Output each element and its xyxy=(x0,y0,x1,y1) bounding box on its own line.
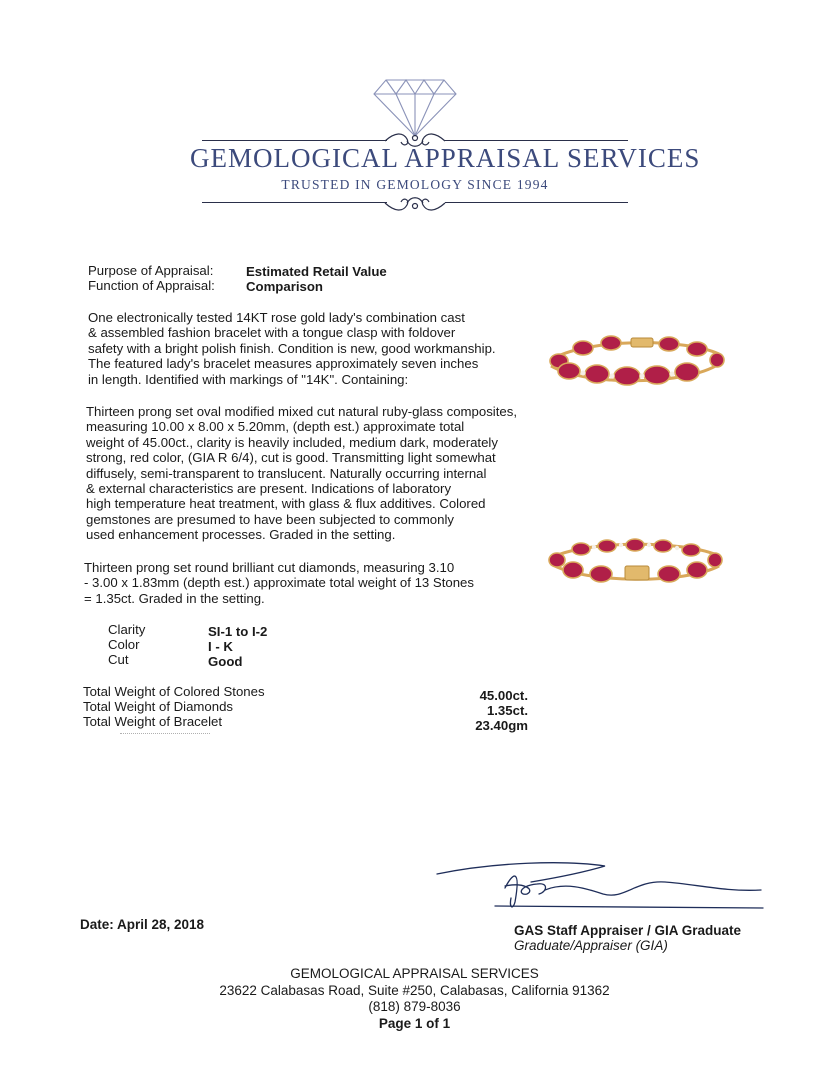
header-rule-right-bottom xyxy=(445,202,628,203)
purpose-value: Estimated Retail Value xyxy=(246,264,387,279)
total-colored-stones-value: 45.00ct. xyxy=(479,688,528,703)
header-rule-right-top xyxy=(445,140,628,141)
function-label: Function of Appraisal: xyxy=(88,278,215,293)
total-colored-stones-label: Total Weight of Colored Stones xyxy=(83,684,265,699)
color-value: I - K xyxy=(208,639,233,654)
page-number: Page 1 of 1 xyxy=(378,1016,451,1031)
bracelet-photo-bottom xyxy=(545,536,725,586)
purpose-label: Purpose of Appraisal: xyxy=(88,263,214,278)
appraiser-subtitle: Graduate/Appraiser (GIA) xyxy=(514,938,668,953)
total-bracelet-label: Total Weight of Bracelet xyxy=(83,714,223,729)
gemstone-line: strong, red color, (GIA R 6/4), cut is good. Transmitting light somewhat xyxy=(86,450,496,466)
description-line: & assembled fashion bracelet with a tongue clasp with foldover xyxy=(88,325,456,341)
footer-address: 23622 Calabasas Road, Suite #250, Calabasas, California 91362 xyxy=(219,983,610,998)
total-bracelet-value: 23.40gm xyxy=(475,718,528,733)
item-description xyxy=(88,310,496,387)
appraiser-signature xyxy=(435,852,765,918)
company-tagline: TRUSTED IN GEMOLOGY SINCE 1994 xyxy=(281,177,549,192)
gemstone-line: diffusely, semi-transparent to translucent. Naturally occurring internal xyxy=(86,465,487,481)
gemstone-line: measuring 10.00 x 8.00 x 5.20mm, (depth est.) approximate total xyxy=(86,419,465,435)
description-line: One electronically tested 14KT rose gold lady's combination cast xyxy=(88,310,465,325)
gemstone-description xyxy=(86,404,517,543)
description-line: in length. Identified with markings of "14K". Containing: xyxy=(88,371,409,387)
header-rule-left-bottom xyxy=(202,202,387,203)
description-line: safety with a bright polish finish. Condition is new, good workmanship. xyxy=(88,340,496,356)
gemstone-line: used enhancement processes. Graded in the setting. xyxy=(86,527,396,543)
header-rule-left-top xyxy=(202,140,387,141)
diamond-line: - 3.00 x 1.83mm (depth est.) approximate total weight of 13 Stones xyxy=(84,575,474,591)
diamond-description xyxy=(84,560,474,606)
function-value: Comparison xyxy=(246,279,323,294)
gemstone-line: high temperature heat treatment, with glass & flux additives. Colored xyxy=(86,496,486,512)
company-name: GEMOLOGICAL APPRAISAL SERVICES xyxy=(190,143,701,173)
gemstone-line: Thirteen prong set oval modified mixed cut natural ruby-glass composites, xyxy=(86,404,517,419)
gemstone-line: & external characteristics are present. Indications of laboratory xyxy=(86,481,452,497)
bracelet-photo-top xyxy=(545,330,725,386)
diamond-line: = 1.35ct. Graded in the setting. xyxy=(84,590,265,606)
footer-company-name: GEMOLOGICAL APPRAISAL SERVICES xyxy=(290,966,539,981)
diamond-line: Thirteen prong set round brilliant cut diamonds, measuring 3.10 xyxy=(84,560,455,575)
total-diamonds-value: 1.35ct. xyxy=(486,703,528,718)
total-diamonds-label: Total Weight of Diamonds xyxy=(83,699,234,714)
clarity-label: Clarity xyxy=(108,622,146,637)
cut-off-text-remnant xyxy=(120,733,210,738)
footer-phone: (818) 879-8036 xyxy=(368,999,461,1014)
flourish-bottom-icon xyxy=(383,192,447,214)
color-label: Color xyxy=(108,637,140,652)
gemstone-line: weight of 45.00ct., clarity is heavily included, medium dark, moderately xyxy=(86,434,498,450)
appraiser-title: GAS Staff Appraiser / GIA Graduate xyxy=(514,923,742,938)
appraisal-date: Date: April 28, 2018 xyxy=(80,917,205,932)
cut-value: Good xyxy=(208,654,243,669)
description-line: The featured lady's bracelet measures approximately seven inches xyxy=(88,356,479,372)
clarity-value: SI-1 to I-2 xyxy=(208,624,268,639)
gemstone-line: gemstones are presumed to have been subjected to commonly xyxy=(86,511,454,527)
cut-label: Cut xyxy=(108,652,129,667)
diamond-logo-icon xyxy=(372,76,458,138)
